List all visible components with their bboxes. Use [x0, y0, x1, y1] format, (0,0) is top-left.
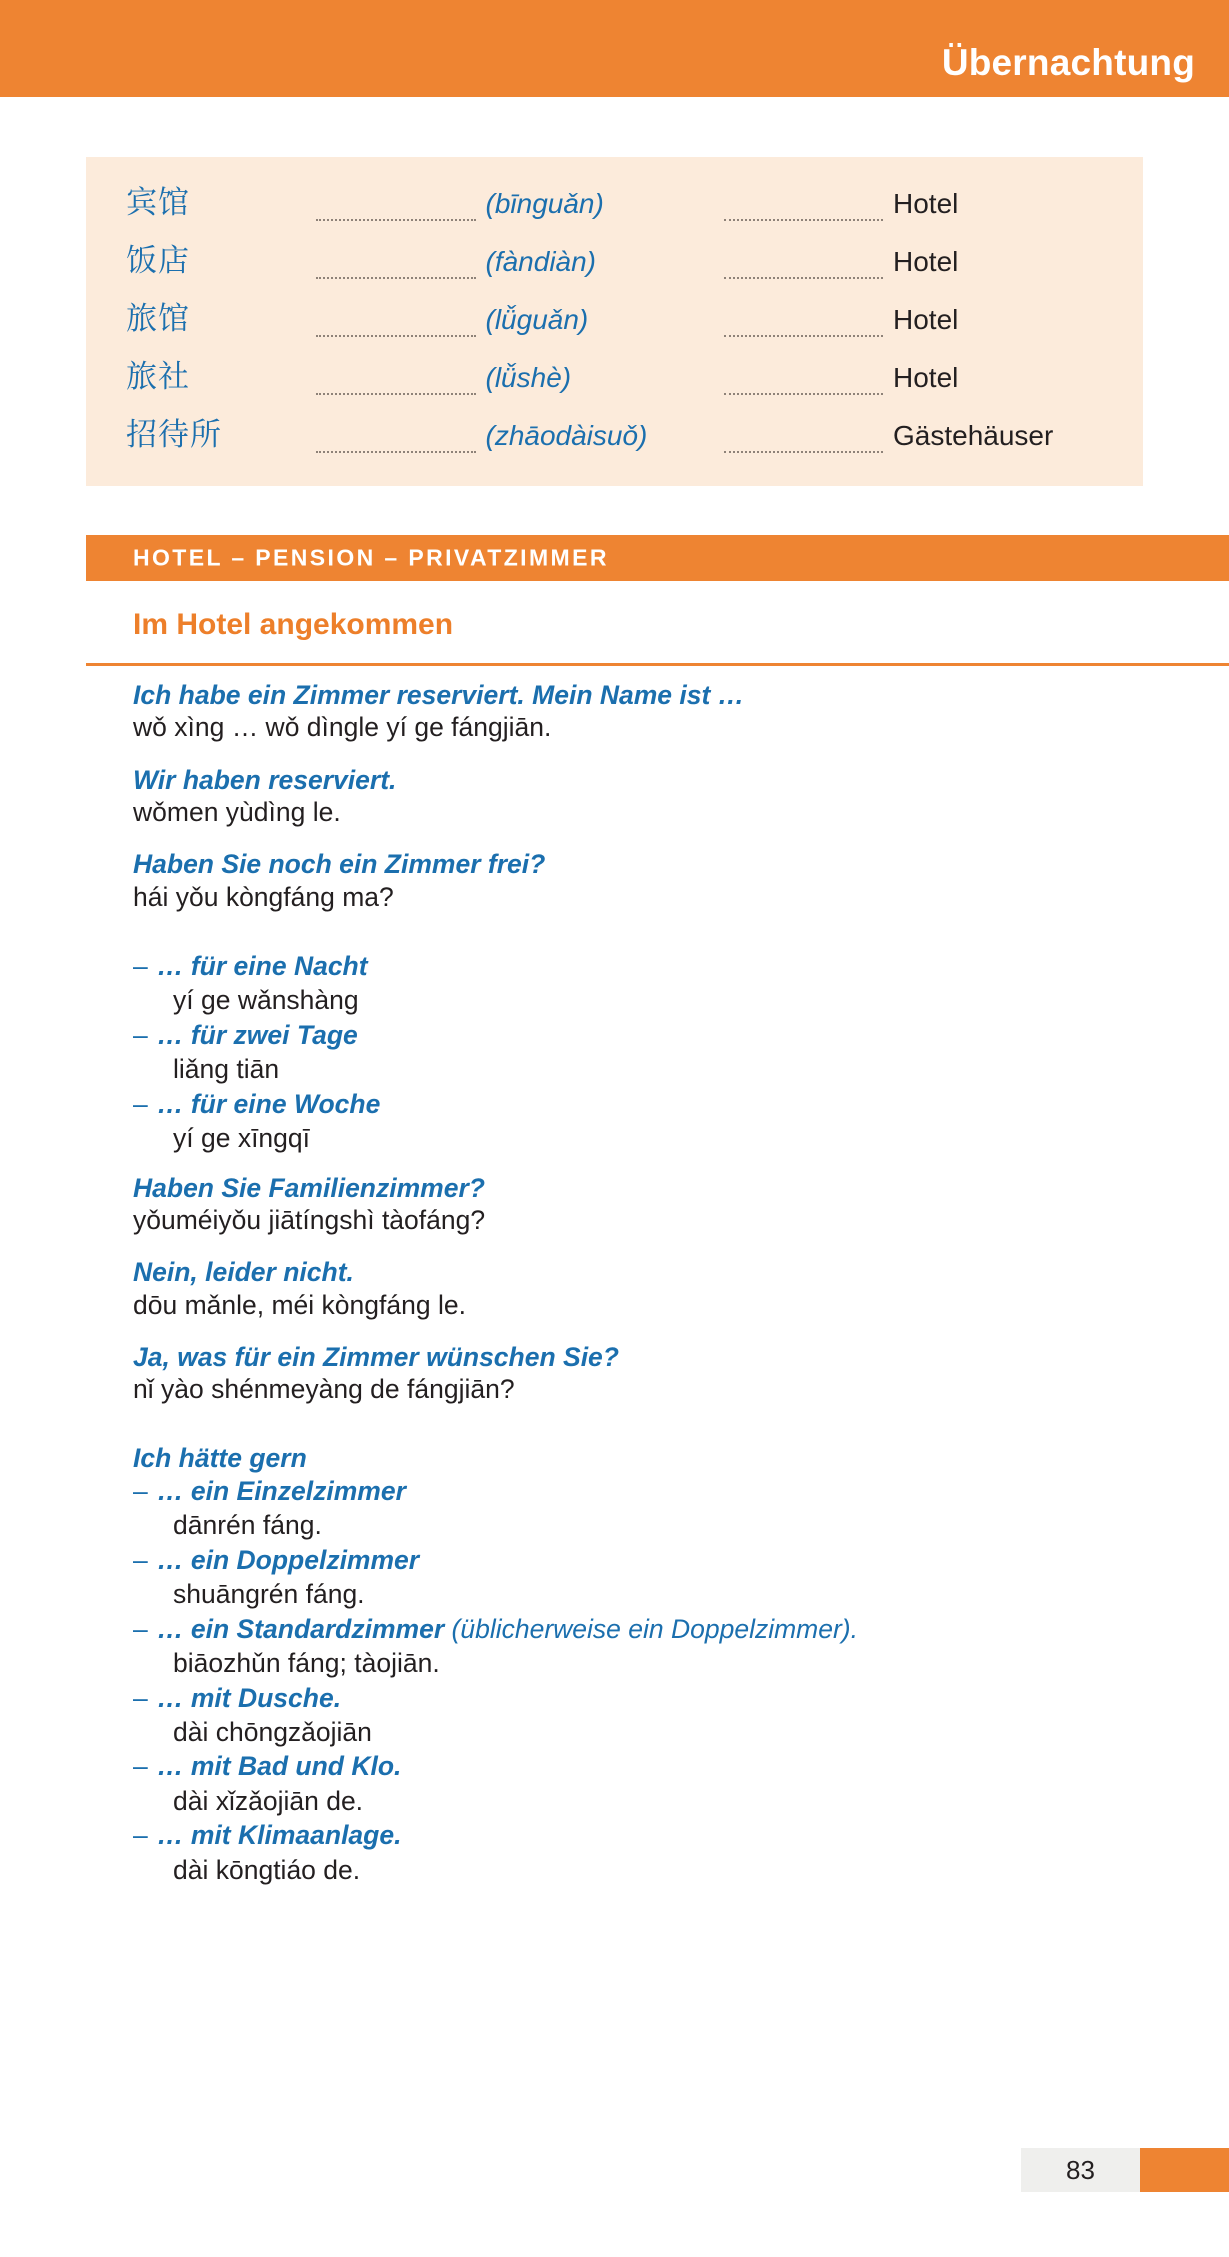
option-german	[133, 1612, 1193, 1646]
vocab-hanzi: 旅馆	[126, 301, 190, 336]
vocab-pinyin: (lǚguǎn)	[485, 304, 589, 335]
option-pinyin: liǎng tiān	[173, 1054, 280, 1085]
list-item	[133, 1818, 1193, 1887]
table-row	[86, 409, 1143, 467]
list-item	[133, 1749, 1193, 1818]
list-item	[133, 1018, 1193, 1087]
dash-bullet-icon: –	[133, 1088, 148, 1119]
phrase-german: Ich habe ein Zimmer reserviert. Mein Name ist …	[133, 680, 745, 710]
option-german	[133, 1087, 1193, 1121]
option-german-text: … für eine Woche	[157, 1088, 381, 1119]
leader-dots	[724, 450, 884, 453]
vocab-hanzi: 饭店	[126, 243, 190, 278]
leader-dots	[724, 334, 884, 337]
leader-dots	[724, 276, 884, 279]
phrase-pinyin: dōu mǎnle, méi kòngfáng le.	[133, 1289, 466, 1320]
phrase-german: Haben Sie noch ein Zimmer frei?	[133, 849, 546, 880]
spacer	[133, 1426, 1193, 1442]
leader-dots	[316, 218, 476, 221]
room-options-list	[133, 1474, 1193, 1887]
section-subheading: Im Hotel angekommen	[133, 608, 454, 641]
option-pinyin: yí ge wǎnshàng	[173, 985, 359, 1016]
option-german-text: … ein Standardzimmer	[157, 1613, 445, 1644]
horizontal-rule	[86, 663, 1229, 666]
list-item	[133, 1681, 1193, 1750]
phrase-entry	[133, 1341, 1193, 1406]
vocab-german: Hotel	[893, 362, 959, 393]
phrase-pinyin: wǒ xìng … wǒ dìngle yí ge fángjiān.	[133, 712, 552, 743]
phrase-pinyin: wǒmen yùdìng le.	[133, 796, 341, 827]
vocab-pinyin: (lǚshè)	[485, 362, 572, 393]
page-number-box	[1021, 2148, 1140, 2192]
phrase-german: Ja, was für ein Zimmer wünschen Sie?	[133, 1341, 619, 1372]
list-item	[133, 949, 1193, 1018]
vocab-pinyin: (zhāodàisuǒ)	[485, 420, 648, 451]
section-header-bar	[86, 535, 1229, 581]
option-pinyin: shuāngrén fáng.	[173, 1579, 365, 1610]
option-german	[133, 1681, 1193, 1715]
option-german-text: … für zwei Tage	[157, 1019, 358, 1050]
phrase-german: Nein, leider nicht.	[133, 1257, 354, 1288]
page-title: Übernachtung	[941, 42, 1195, 83]
vocab-german: Gästehäuser	[893, 420, 1054, 451]
phrase-german: Wir haben reserviert.	[133, 764, 397, 795]
table-row	[86, 177, 1143, 235]
dialogue-body	[133, 679, 1193, 1887]
list-item	[133, 1474, 1193, 1543]
option-german-text: … ein Einzelzimmer	[157, 1475, 406, 1506]
footer-accent-block	[1140, 2148, 1229, 2192]
option-pinyin: biāozhǔn fáng; tàojiān.	[173, 1648, 440, 1679]
dash-bullet-icon: –	[133, 950, 148, 981]
option-german-text: … mit Klimaanlage.	[157, 1820, 402, 1851]
phrase-pinyin: nǐ yào shénmeyàng de fángjiān?	[133, 1374, 515, 1405]
leader-dots	[316, 276, 476, 279]
dash-bullet-icon: –	[133, 1475, 148, 1506]
option-pinyin: dài kōngtiáo de.	[173, 1854, 361, 1885]
dash-bullet-icon: –	[133, 1613, 148, 1644]
leader-dots	[724, 392, 884, 395]
option-german-note: (üblicherweise ein Doppelzimmer).	[444, 1613, 858, 1644]
option-german-text: … mit Dusche.	[157, 1682, 342, 1713]
vocab-hanzi: 宾馆	[126, 185, 190, 220]
list-item	[133, 1087, 1193, 1156]
option-pinyin: dānrén fáng.	[173, 1510, 322, 1541]
vocab-german: Hotel	[893, 246, 959, 277]
page-header-band	[0, 0, 1229, 97]
table-row	[86, 293, 1143, 351]
table-row	[86, 351, 1143, 409]
list-item	[133, 1612, 1193, 1681]
option-german-text: … mit Bad und Klo.	[157, 1751, 402, 1782]
phrase-german: Haben Sie Familienzimmer?	[133, 1172, 485, 1203]
option-german	[133, 1474, 1193, 1508]
option-german-text: … für eine Nacht	[157, 950, 368, 981]
phrase-pinyin: yǒuméiyǒu jiātíngshì tàofáng?	[133, 1204, 486, 1235]
option-pinyin: dài xǐzǎojiān de.	[173, 1785, 364, 1816]
option-german	[133, 1749, 1193, 1783]
wish-heading: Ich hätte gern	[133, 1442, 307, 1473]
phrase-entry	[133, 848, 1193, 913]
dash-bullet-icon: –	[133, 1019, 148, 1050]
option-german	[133, 949, 1193, 983]
dash-bullet-icon: –	[133, 1682, 148, 1713]
option-german	[133, 1018, 1193, 1052]
dash-bullet-icon: –	[133, 1820, 148, 1851]
leader-dots	[724, 218, 884, 221]
table-row	[86, 235, 1143, 293]
vocab-german: Hotel	[893, 188, 959, 219]
option-pinyin: dài chōngzǎojiān	[173, 1716, 372, 1747]
dash-bullet-icon: –	[133, 1544, 148, 1575]
option-german	[133, 1543, 1193, 1577]
phrase-pinyin: hái yǒu kòngfáng ma?	[133, 881, 394, 912]
option-german-text: … ein Doppelzimmer	[157, 1544, 420, 1575]
vocab-pinyin: (bīnguǎn)	[485, 188, 604, 219]
option-german	[133, 1818, 1193, 1852]
spacer	[133, 933, 1193, 949]
phrase-entry	[133, 1256, 1193, 1321]
vocab-german: Hotel	[893, 304, 959, 335]
dash-bullet-icon: –	[133, 1751, 148, 1782]
duration-options-list	[133, 949, 1193, 1156]
leader-dots	[316, 450, 476, 453]
option-pinyin: yí ge xīngqī	[173, 1123, 311, 1154]
section-header-label: HOTEL – PENSION – PRIVATZIMMER	[133, 544, 609, 571]
spacer	[133, 1156, 1193, 1172]
vocab-hanzi: 旅社	[126, 359, 190, 394]
phrase-entry	[133, 1172, 1193, 1237]
vocab-pinyin: (fàndiàn)	[485, 246, 597, 277]
page-number: 83	[1066, 2155, 1095, 2185]
leader-dots	[316, 334, 476, 337]
phrase-entry	[133, 679, 1193, 744]
phrase-entry	[133, 764, 1193, 829]
vocabulary-table	[86, 157, 1143, 486]
list-item	[133, 1543, 1193, 1612]
leader-dots	[316, 392, 476, 395]
vocab-hanzi: 招待所	[126, 417, 222, 452]
